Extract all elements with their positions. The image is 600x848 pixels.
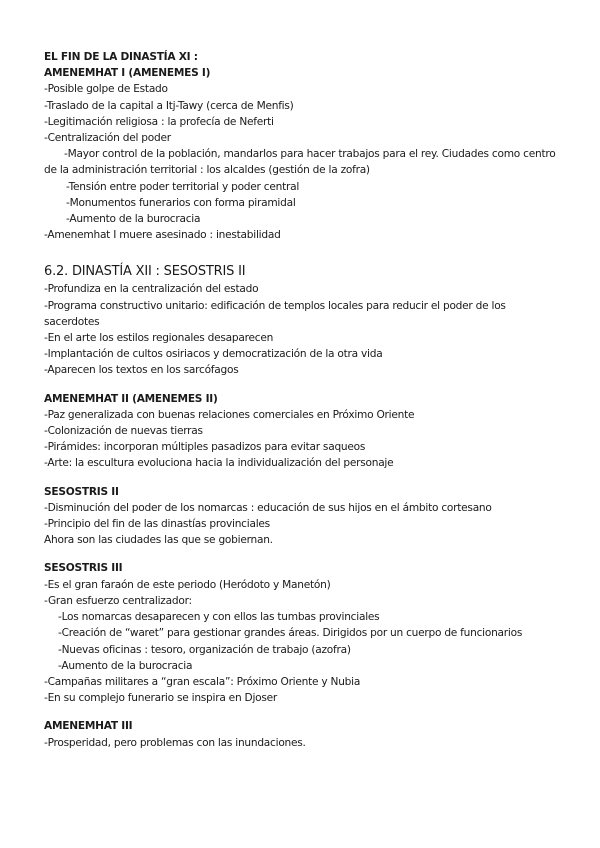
list-item: -Amenemhat I muere asesinado : inestabilidad (44, 229, 281, 242)
sub-list-item: -Tensión entre poder territorial y poder central (66, 180, 300, 193)
list-item: -Programa constructivo unitario: edificación de templos locales para reducir el poder de los sacerdotes (44, 299, 506, 328)
list-item: -Paz generalizada con buenas relaciones comerciales en Próximo Oriente (44, 408, 415, 421)
sub-list-item: -Los nomarcas desaparecen y con ellos las tumbas provinciales (58, 611, 380, 624)
list-item: -Posible golpe de Estado (44, 83, 168, 96)
list-item: -Profundiza en la centralización del estado (44, 283, 259, 296)
spacer (44, 706, 564, 718)
sub-list-item: -Nuevas oficinas : tesoro, organización de trabajo (azofra) (58, 643, 351, 656)
heading-amenemhat-i: AMENEMHAT I (AMENEMES I) (44, 67, 211, 80)
sub-list-item: -Monumentos funerarios con forma piramidal (66, 196, 296, 209)
sub-list-item: -Aumento de la burocracia (66, 213, 201, 226)
heading-sesostris-iii: SESOSTRIS III (44, 562, 123, 575)
list-item: -Prosperidad, pero problemas con las inundaciones. (44, 736, 306, 749)
sub-list-item: -Creación de “waret” para gestionar grandes áreas. Dirigidos por un cuerpo de funcionarios (58, 627, 523, 640)
list-item: -En el arte los estilos regionales desaparecen (44, 332, 274, 345)
heading-sesostris-ii: SESOSTRIS II (44, 485, 119, 498)
list-item: -Pirámides: incorporan múltiples pasadizos para evitar saqueos (44, 441, 366, 454)
list-item: -Gran esfuerzo centralizador: (44, 594, 192, 607)
spacer (44, 243, 564, 263)
list-item: -Es el gran faraón de este periodo (Heródoto y Manetón) (44, 578, 331, 591)
list-item: -Centralización del poder (44, 132, 171, 145)
spacer (44, 379, 564, 391)
heading-fin-dinastia-xi: EL FIN DE LA DINASTÍA XI : (44, 51, 198, 63)
list-item: -Disminución del poder de los nomarcas : educación de sus hijos en el ámbito cortesano (44, 501, 492, 514)
heading-amenemhat-iii: AMENEMHAT III (44, 720, 133, 733)
section-title-dinastia-xii: 6.2. DINASTÍA XII : SESOSTRIS II (44, 264, 246, 280)
list-item: -Traslado de la capital a Itj-Tawy (cerca de Menfis) (44, 99, 294, 112)
paragraph-control-poblacion: -Mayor control de la población, mandarlos para hacer trabajos para el rey. Ciudades como centro de la administración territorial : los alcaldes (gestión de la zofra) (44, 148, 556, 177)
spacer (44, 472, 564, 484)
heading-amenemhat-ii: AMENEMHAT II (AMENEMES II) (44, 392, 218, 405)
list-item: -Implantación de cultos osiriacos y democratización de la otra vida (44, 348, 383, 361)
list-item: -Arte: la escultura evoluciona hacia la individualización del personaje (44, 457, 394, 470)
list-item: -Aparecen los textos en los sarcófagos (44, 364, 239, 377)
sub-list-item: -Aumento de la burocracia (58, 659, 193, 672)
list-item: -Campañas militares a “gran escala”: Próximo Oriente y Nubia (44, 675, 361, 688)
list-item: -En su complejo funerario se inspira en Djoser (44, 692, 278, 705)
list-item: -Colonización de nuevas tierras (44, 425, 203, 438)
spacer (44, 548, 564, 560)
list-item: -Principio del fin de las dinastías provinciales (44, 518, 270, 531)
document-page (44, 49, 564, 751)
list-item: -Legitimación religiosa : la profecía de Neferti (44, 115, 274, 128)
list-item: Ahora son las ciudades las que se gobiernan. (44, 534, 273, 547)
